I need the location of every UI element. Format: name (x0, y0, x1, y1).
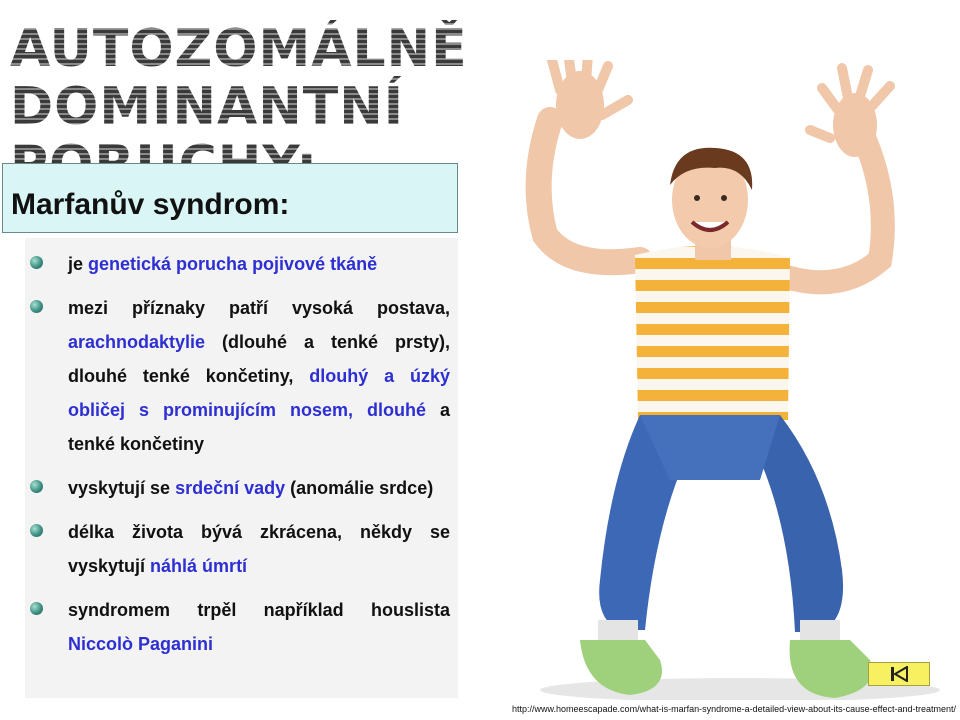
bullet-item (30, 291, 450, 461)
bullet-item (30, 593, 450, 661)
highlighted-text: genetická porucha pojivové tkáně (88, 254, 378, 274)
bullet-text: je (68, 254, 89, 274)
bullet-dot-icon (30, 480, 43, 493)
highlighted-text: Niccolò Paganini (68, 634, 214, 654)
bullet-dot-icon (30, 524, 43, 537)
bullet-list (30, 247, 450, 671)
bullet-text: syndromem trpěl například houslista (68, 600, 450, 620)
bullet-text: (dlouhé a tenké prsty), dlouhé tenké končetiny, (68, 332, 450, 386)
bullet-text: mezi příznaky patří vysoká postava, (68, 298, 450, 318)
bullet-dot-icon (30, 300, 43, 313)
highlighted-text: náhlá úmrtí (150, 556, 248, 576)
highlighted-text: arachnodaktylie (68, 332, 206, 352)
bullet-item (30, 515, 450, 583)
subtitle-box (2, 163, 458, 233)
highlighted-text: srdeční vady (175, 478, 286, 498)
skip-to-first-icon (888, 666, 910, 682)
bullet-text: (anomálie srdce) (285, 478, 434, 498)
subtitle: Marfanův syndrom: (11, 188, 290, 221)
bullet-dot-icon (30, 256, 43, 269)
bullet-text: délka života bývá zkrácena, někdy se vyskytují (68, 522, 450, 576)
highlighted-text: dlouhý a úzký obličej s prominujícím nosem, dlouhé (68, 366, 450, 420)
person-photo (470, 60, 960, 700)
slide-title-line-1: AUTOZOMÁLNĚ DOMINANTNÍ (10, 19, 468, 137)
first-slide-button[interactable] (868, 662, 930, 686)
bullet-text: vyskytují se (68, 478, 176, 498)
bullet-dot-icon (30, 602, 43, 615)
bullet-text: a tenké končetiny (68, 400, 450, 454)
source-url: http://www.homeescapade.com/what-is-marfan-syndrome-a-detailed-view-about-its-cause-effect-and-treatment/ (512, 704, 957, 714)
bullet-item (30, 471, 450, 505)
bullet-item (30, 247, 450, 281)
